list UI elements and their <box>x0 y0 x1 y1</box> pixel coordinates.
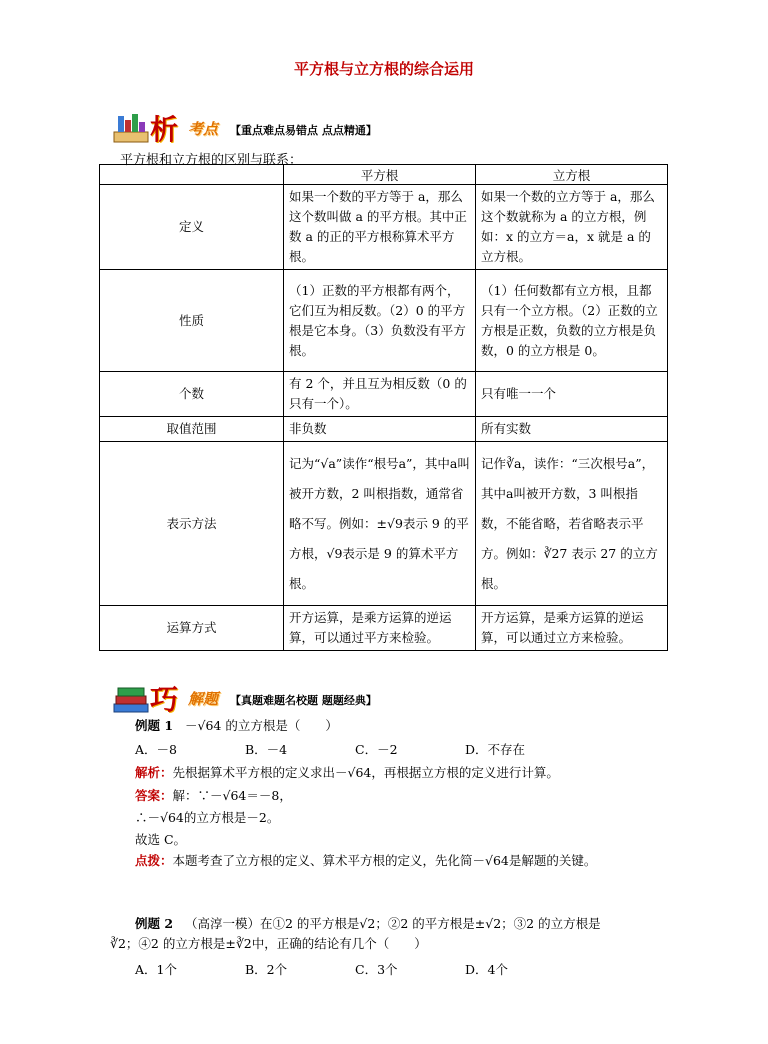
table-row <box>100 606 668 651</box>
row-label: 取值范围 <box>100 417 284 442</box>
section2-big-char: 巧 <box>150 683 179 716</box>
answer-label: 答案： <box>135 788 173 803</box>
cell-square: 非负数 <box>284 417 476 442</box>
example2-option-d: D．4个 <box>465 962 508 977</box>
answer-line-3: 故选 C。 <box>135 832 187 847</box>
section1-big-char: 析 <box>150 113 179 146</box>
row-label: 性质 <box>100 270 284 372</box>
cell-cube: 记作∛a，读作：“三次根号a”，其中a叫被开方数，3 叫根指数，不能省略，若省略表示平方。例如：∛27 表示 27 的立方根。 <box>476 442 668 606</box>
row-label: 个数 <box>100 372 284 417</box>
table-row <box>100 270 668 372</box>
table-row <box>100 372 668 417</box>
section1-tag: 【重点难点易错点 点点精通】 <box>230 124 377 137</box>
page-title: 平方根与立方根的综合运用 <box>293 60 474 78</box>
cell-square: 如果一个数的平方等于 a，那么这个数叫做 a 的平方根。其中正数 a 的正的平方根称算术平方根。 <box>284 185 476 270</box>
example2-option-b: B．2个 <box>245 962 288 977</box>
example1-analysis-line <box>135 763 559 783</box>
cell-cube: （1）任何数都有立方根，且都只有一个立方根。（2）正数的立方根是正数，负数的立方根是负数，0 的立方根是 0。 <box>476 270 668 372</box>
book-icon <box>112 112 150 146</box>
table-header-empty <box>100 165 284 185</box>
example2-text-1: （高淳一模）在①2 的平方根是√2；②2 的平方根是±√2；③2 的立方根是 <box>184 916 601 931</box>
analysis-text: 先根据算术平方根的定义求出－√64，再根据立方根的定义进行计算。 <box>172 765 559 780</box>
analysis-label: 解析： <box>135 765 173 780</box>
answer-line-2: ∴－√64的立方根是－2。 <box>135 810 280 825</box>
section-banner-solving <box>112 678 432 718</box>
example2-label: 例题 2 <box>135 916 174 931</box>
cell-cube: 只有唯一一个 <box>476 372 668 417</box>
example1-options <box>135 740 575 760</box>
example1-option-b: B．－4 <box>245 742 288 757</box>
tip-text: 本题考查了立方根的定义、算术平方根的定义，先化简－√64是解题的关键。 <box>172 853 597 868</box>
cell-square: 有 2 个，并且互为相反数（0 的只有一个）。 <box>284 372 476 417</box>
comparison-table <box>99 164 668 651</box>
example2-options <box>135 960 575 980</box>
table-row <box>100 442 668 606</box>
row-label: 运算方式 <box>100 606 284 651</box>
table-header-row <box>100 165 668 185</box>
cell-square: 记为“√a”读作“根号a”，其中a叫被开方数，2 叫根指数，通常省略不写。例如：±√9表示 9 的平方根，√9表示是 9 的算术平方根。 <box>284 442 476 606</box>
example1-option-d: D．不存在 <box>465 742 526 757</box>
section2-small-text: 解题 <box>188 690 219 708</box>
tip-label: 点拨： <box>135 853 173 868</box>
row-label: 定义 <box>100 185 284 270</box>
cell-square: （1）正数的平方根都有两个，它们互为相反数。（2）0 的平方根是它本身。（3）负数没有平方根。 <box>284 270 476 372</box>
example1-option-a: A．－8 <box>135 742 177 757</box>
cell-square: 开方运算，是乘方运算的逆运算，可以通过平方来检验。 <box>284 606 476 651</box>
books-icon <box>112 682 150 716</box>
intro-text: 平方根和立方根的区别与联系： <box>120 153 303 168</box>
example1-tip-line <box>135 851 596 871</box>
answer-line-1: 解：∵－√64＝－8， <box>172 788 292 803</box>
section1-small-text: 考点 <box>188 120 219 138</box>
example2-option-a: A．1个 <box>135 962 177 977</box>
example2-line1 <box>135 914 601 934</box>
section2-tag: 【真题难题名校题 题题经典】 <box>230 694 377 707</box>
example1-answer-line <box>135 786 292 806</box>
cell-cube: 所有实数 <box>476 417 668 442</box>
example1-question-line <box>135 716 338 736</box>
cell-cube: 开方运算，是乘方运算的逆运算，可以通过立方来检验。 <box>476 606 668 651</box>
example1-label: 例题 1 <box>135 718 174 733</box>
row-label: 表示方法 <box>100 442 284 606</box>
table-header-cube-root: 立方根 <box>476 165 668 185</box>
example1-question: －√64 的立方根是（ ） <box>184 718 338 733</box>
example2-option-c: C．3个 <box>355 962 398 977</box>
example1-option-c: C．－2 <box>355 742 398 757</box>
example2-line2: ∛2；④2 的立方根是±∛2中，正确的结论有几个（ ） <box>110 936 427 951</box>
table-row <box>100 417 668 442</box>
section-banner-analysis <box>112 108 432 148</box>
cell-cube: 如果一个数的立方等于 a，那么这个数就称为 a 的立方根，例如：x 的立方＝a，x 就是 a 的立方根。 <box>476 185 668 270</box>
table-row <box>100 185 668 270</box>
table-header-square-root: 平方根 <box>284 165 476 185</box>
